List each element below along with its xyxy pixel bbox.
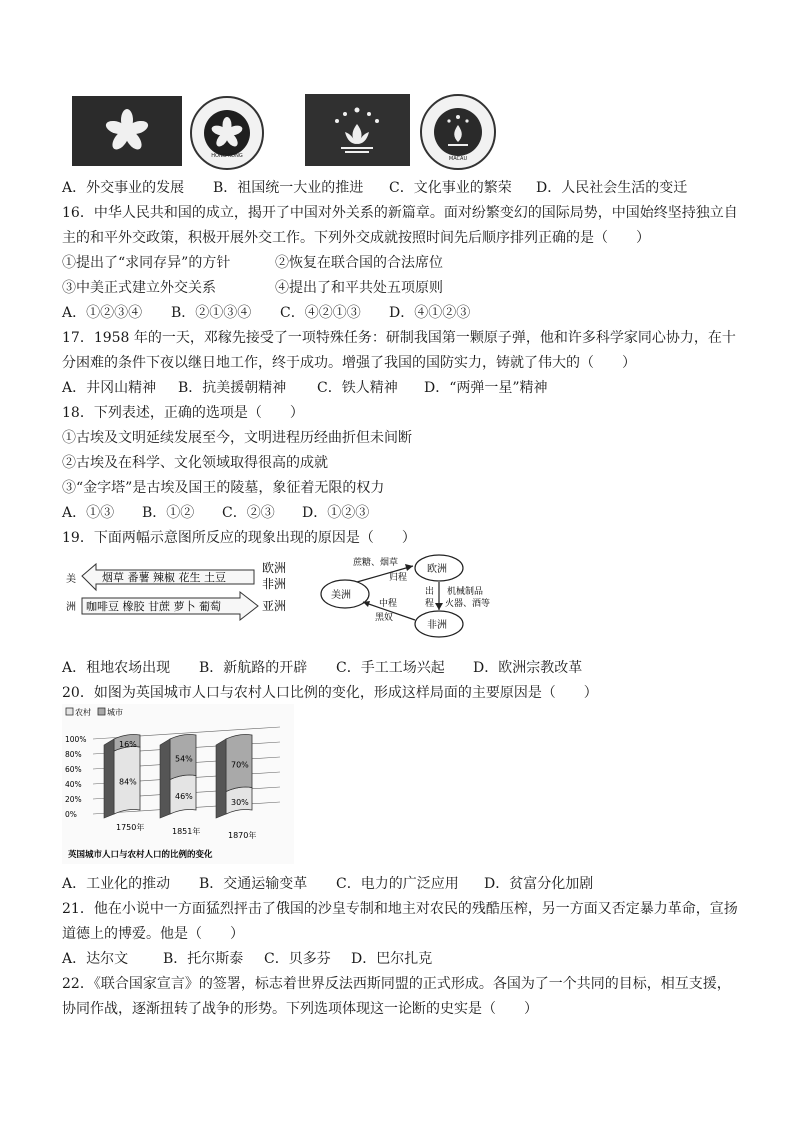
q18-stem: 18．下列表述，正确的选项是（ ） <box>62 405 304 421</box>
macau-emblem <box>420 94 496 170</box>
x-tick-label: 1870年 <box>228 831 257 840</box>
data-label-rural: 30% <box>231 797 249 807</box>
q16-option-a[interactable]: A．①②③④ <box>62 305 143 321</box>
q16-option-c[interactable]: C．④②①③ <box>280 305 361 321</box>
q21-options <box>62 950 432 968</box>
q19-node-europe: 欧洲 <box>427 564 447 575</box>
data-label-rural: 46% <box>175 791 193 801</box>
q19-node-america: 美洲 <box>331 590 351 601</box>
q18-option-c[interactable]: C．②③ <box>222 505 275 521</box>
q21-stem-line-2: 道德上的博爱。他是（ ） <box>62 926 244 942</box>
q19-top-row-text: 烟草 番薯 辣椒 花生 土豆 <box>102 571 226 584</box>
q19-label-machinery: 机械制品 <box>447 587 484 597</box>
q20-options <box>62 875 593 893</box>
q19-option-a[interactable]: A．租地农场出现 <box>62 660 171 676</box>
q15-option-c[interactable]: C．文化事业的繁荣 <box>389 180 512 196</box>
legend-label-urban: 城市 <box>107 708 123 717</box>
q17-options <box>62 379 548 397</box>
q19-label-out-1: 出 <box>425 587 435 597</box>
q15-option-d[interactable]: D．人民社会生活的变迁 <box>536 180 688 196</box>
q19-option-b[interactable]: B．新航路的开辟 <box>199 660 308 676</box>
q19-label-sugar-tobacco: 蔗糖、烟草 <box>353 558 399 568</box>
q16-stem-line-1: 16．中华人民共和国的成立，揭开了中国对外关系的新篇章。面对纷繁变幻的国际局势，中国始终坚持独立自 <box>62 205 738 221</box>
q21-stem-line-1: 21．他在小说中一方面猛烈抨击了俄国的沙皇专制和地主对农民的残酷压榨，另一方面又否定暴力革命，宣扬 <box>62 901 738 917</box>
bauhinia-icon <box>72 96 182 166</box>
q17-option-c[interactable]: C．铁人精神 <box>317 380 398 396</box>
data-label-urban: 54% <box>175 754 193 764</box>
q15-options <box>62 179 687 197</box>
q20-option-d[interactable]: D．贫富分化加剧 <box>484 876 594 892</box>
q19-region-africa: 非洲 <box>262 577 287 591</box>
q19-stem: 19．下面两幅示意图所反应的现象出现的原因是（ ） <box>62 530 416 546</box>
q18-item-1: ①古埃及文明延续发展至今，文明进程历经曲折但未间断 <box>62 430 412 446</box>
q19-bottom-row-text: 咖啡豆 橡胶 甘蔗 萝卜 葡萄 <box>86 600 221 613</box>
legend-swatch-rural <box>66 708 73 715</box>
q16-items-row-2 <box>62 279 443 297</box>
q19-label-return: 归程 <box>389 573 408 583</box>
bar-side <box>160 739 170 818</box>
q19-label-slaves: 黑奴 <box>375 613 394 623</box>
q21-option-a[interactable]: A．达尔文 <box>62 951 129 967</box>
q17-option-a[interactable]: A．井冈山精神 <box>62 380 157 396</box>
q17-option-d[interactable]: D．“两弹一星”精神 <box>424 380 548 396</box>
y-tick-label: 100% <box>65 735 87 744</box>
q19-region-europe: 欧洲 <box>262 561 287 575</box>
q20-population-chart <box>62 704 294 864</box>
q19-region-asia: 亚洲 <box>262 599 287 613</box>
hong-kong-ring-text: HONG KONG <box>211 153 243 159</box>
q16-stem-line-2: 主的和平外交政策，积极开展外交工作。下列外交成就按照时间先后顺序排列正确的是（ ） <box>62 230 650 246</box>
q18-option-b[interactable]: B．①② <box>142 505 195 521</box>
data-label-urban: 70% <box>231 760 249 770</box>
chart-title: 英国城市人口与农村人口的比例的变化 <box>68 850 213 860</box>
q19-left-bottom-label: 洲 <box>66 602 76 613</box>
q15-option-b[interactable]: B．祖国统一大业的推进 <box>213 180 364 196</box>
q19-node-africa: 非洲 <box>427 620 447 631</box>
q19-triangular-trade-diagram <box>315 554 515 646</box>
macau-flag <box>305 94 410 166</box>
q16-item-2: ②恢复在联合国的合法席位 <box>275 255 443 271</box>
q17-stem-line-1: 17．1958 年的一天，邓稼先接受了一项特殊任务：研制我国第一颗原子弹，他和许多科学家同心协力，在十 <box>62 330 736 346</box>
q16-items-row-1 <box>62 254 443 272</box>
q20-option-a[interactable]: A．工业化的推动 <box>62 876 171 892</box>
macau-ring-text: MACAU <box>448 156 468 162</box>
q22-stem-line-1: 22．《联合国家宣言》的签署，标志着世界反法西斯同盟的正式形成。各国为了一个共同的目标，相互支援， <box>62 976 731 992</box>
q19-options <box>62 659 582 677</box>
q19-left-top-label: 美 <box>66 574 76 585</box>
q16-item-3: ③中美正式建立外交关系 <box>62 280 216 296</box>
q18-option-a[interactable]: A．①③ <box>62 505 115 521</box>
q15-option-a[interactable]: A．外交事业的发展 <box>62 180 185 196</box>
q18-options <box>62 504 369 522</box>
bar-side <box>104 739 114 818</box>
q19-option-d[interactable]: D．欧洲宗教改革 <box>473 660 583 676</box>
q21-option-c[interactable]: C．贝多芬 <box>264 951 331 967</box>
q21-option-b[interactable]: B．托尔斯泰 <box>163 951 244 967</box>
q16-option-d[interactable]: D．④①②③ <box>389 305 471 321</box>
data-label-urban: 16% <box>119 740 137 749</box>
bar-side <box>216 739 226 818</box>
q17-stem-line-2: 分困难的条件下夜以继日地工作，终于成功。增强了我国的国防实力，铸就了伟大的（ ） <box>62 355 636 371</box>
hong-kong-emblem <box>190 96 264 170</box>
y-tick-label: 0% <box>65 810 77 819</box>
y-tick-label: 60% <box>65 765 82 774</box>
legend-label-rural: 农村 <box>75 708 91 717</box>
q18-item-3: ③“金字塔”是古埃及国王的陵墓，象征着无限的权力 <box>62 480 385 496</box>
q21-option-d[interactable]: D．巴尔扎克 <box>351 951 433 967</box>
x-tick-label: 1750年 <box>116 823 145 832</box>
q19-label-arms-liquor: 火器、酒等 <box>445 599 491 609</box>
x-tick-label: 1851年 <box>172 827 201 836</box>
q22-stem-line-2: 协同作战，逐渐扭转了战争的形势。下列选项体现这一论断的史实是（ ） <box>62 1001 538 1017</box>
q16-item-4: ④提出了和平共处五项原则 <box>275 280 443 296</box>
data-label-rural: 84% <box>119 777 137 787</box>
q20-stem: 20．如图为英国城市人口与农村人口比例的变化，形成这样局面的主要原因是（ ） <box>62 685 598 701</box>
q20-option-b[interactable]: B．交通运输变革 <box>199 876 308 892</box>
legend-swatch-urban <box>98 708 105 715</box>
lotus-icon <box>305 94 410 166</box>
q19-label-out-2: 程 <box>425 599 435 609</box>
q20-option-c[interactable]: C．电力的广泛应用 <box>336 876 459 892</box>
q16-option-b[interactable]: B．②①③④ <box>171 305 252 321</box>
q18-option-d[interactable]: D．①②③ <box>302 505 370 521</box>
y-tick-label: 80% <box>65 750 82 759</box>
hong-kong-flag <box>72 96 182 166</box>
y-tick-label: 40% <box>65 780 82 789</box>
q19-label-middle-passage: 中程 <box>379 599 398 609</box>
q17-option-b[interactable]: B．抗美援朝精神 <box>178 380 287 396</box>
y-tick-label: 20% <box>65 795 82 804</box>
q16-item-1: ①提出了“求同存异”的方针 <box>62 255 231 271</box>
q16-options <box>62 304 470 322</box>
q19-option-c[interactable]: C．手工工场兴起 <box>336 660 445 676</box>
q19-exchange-diagram <box>62 556 297 641</box>
q18-item-2: ②古埃及在科学、文化领域取得很高的成就 <box>62 455 328 471</box>
